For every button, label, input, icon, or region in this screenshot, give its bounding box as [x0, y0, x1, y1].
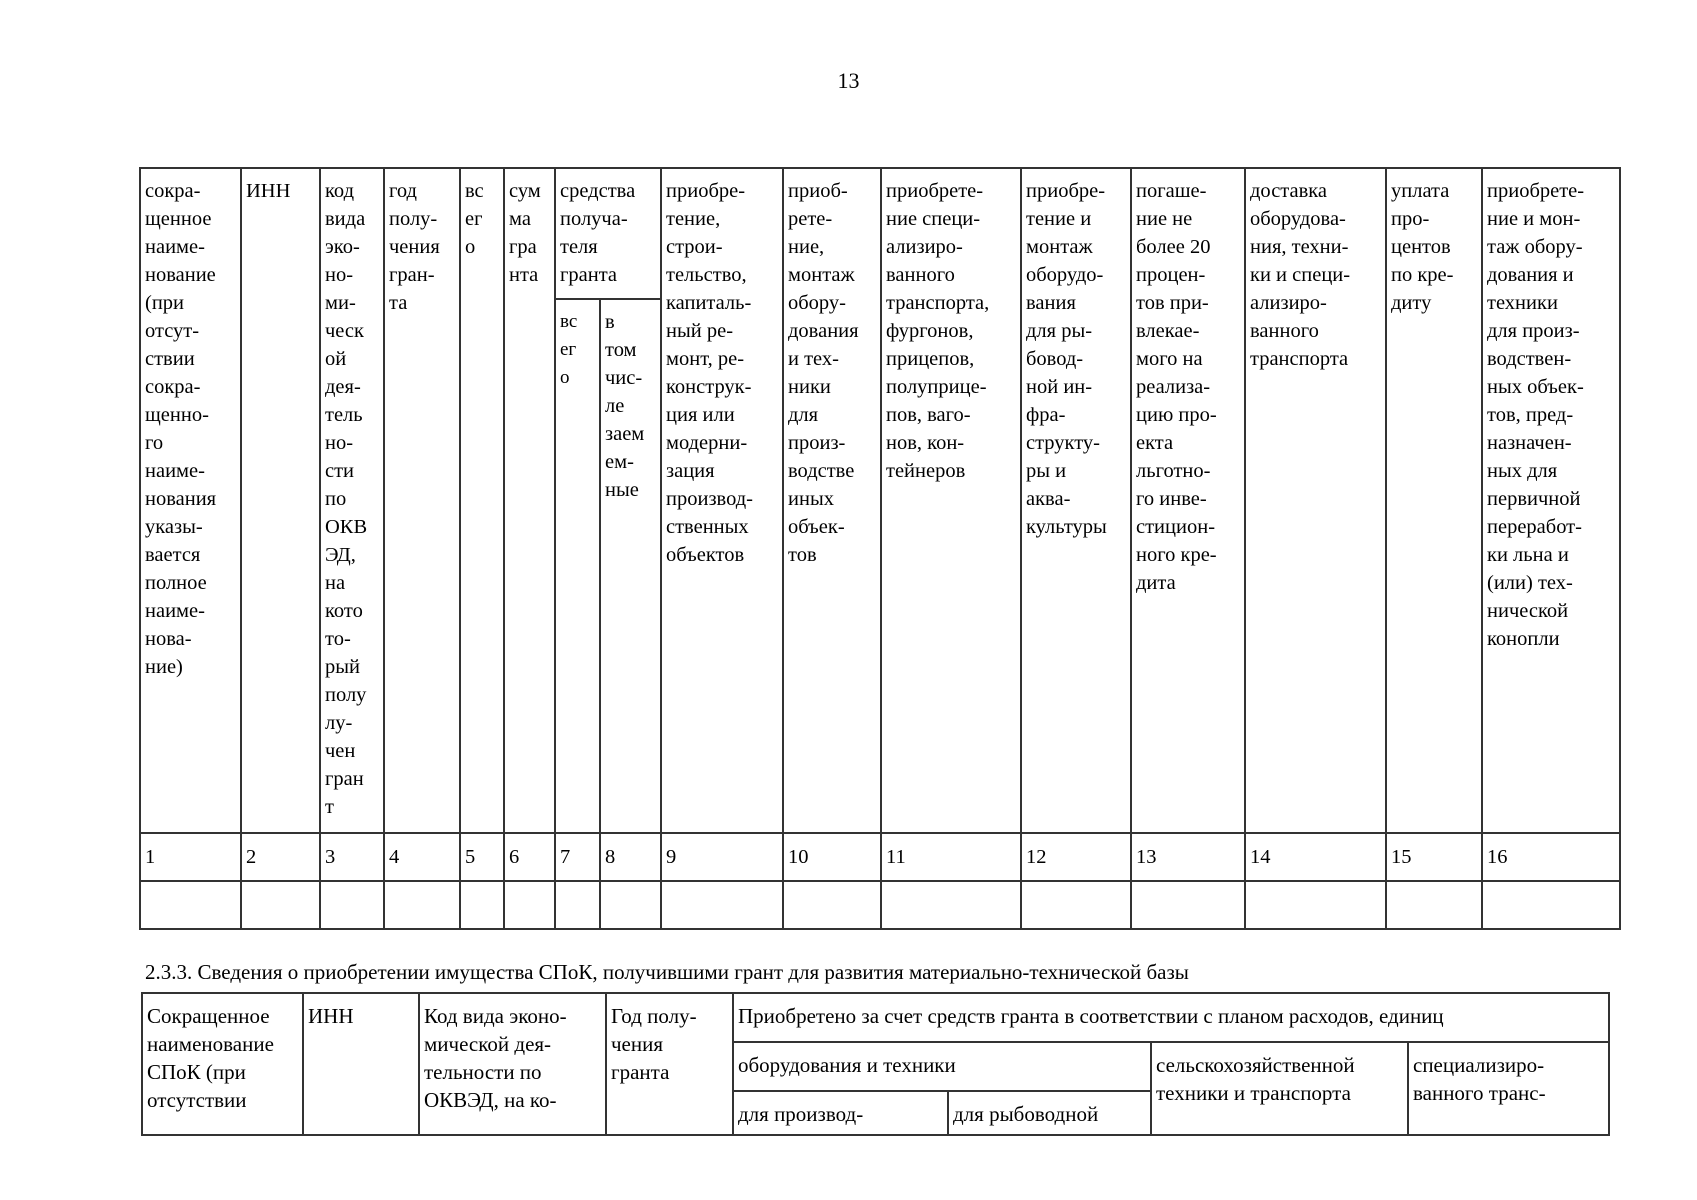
empty-data-cell — [783, 881, 881, 929]
empty-data-cell — [1245, 881, 1386, 929]
header-equipment-installation: приоб- рете- ние, монтаж обору- дования и тех- ники для произ- водстве иных объек- тов — [783, 168, 881, 833]
column-number: 5 — [460, 833, 504, 881]
empty-data-cell — [881, 881, 1021, 929]
empty-data-cell — [600, 881, 661, 929]
column-number: 2 — [241, 833, 320, 881]
property-acquisition-table — [141, 992, 1610, 1136]
header-equipment-and-machinery: оборудования и техники — [733, 1042, 1151, 1091]
empty-data-cell — [1482, 881, 1620, 929]
header-interest-payment: уплата про- центов по кре- диту — [1386, 168, 1482, 833]
empty-data-cell — [384, 881, 460, 929]
header-agricultural-machinery: сельскохозяйственной техники и транспорта — [1151, 1042, 1408, 1135]
header-flax-hemp-equipment: приобрете- ние и мон- таж обору- дования и техники для произ- водствен- ных объек- тов, пред- назначен- ных для первичной переработ- ки льна и (или) тех- нической конопли — [1482, 168, 1620, 833]
section-title: 2.3.3. Сведения о приобретении имущества СПоК, получившими грант для развития материально-технической базы — [145, 960, 1189, 984]
empty-data-cell — [140, 881, 241, 929]
empty-data-cell — [460, 881, 504, 929]
column-number: 1 — [140, 833, 241, 881]
header-grant-year: год полу- чения гран- та — [384, 168, 460, 833]
empty-data-cell — [1386, 881, 1482, 929]
column-number: 15 — [1386, 833, 1482, 881]
column-number: 12 — [1021, 833, 1131, 881]
header-delivery: доставка оборудова- ния, техни- ки и специ- ализиро- ванного транспорта — [1245, 168, 1386, 833]
column-number: 3 — [320, 833, 384, 881]
column-number: 8 — [600, 833, 661, 881]
header-inn: ИНН — [241, 168, 320, 833]
column-number: 13 — [1131, 833, 1245, 881]
header-acquired-with-grant: Приобретено за счет средств гранта в соответствии с планом расходов, единиц — [733, 993, 1609, 1042]
column-number: 9 — [661, 833, 783, 881]
header-capital-construction: приобре- тение, строи- тельство, капиталь- ный ре- монт, ре- конструк- ция или модерни- зация производ- ственных объектов — [661, 168, 783, 833]
header-special-transport: специализиро- ванного транс- — [1408, 1042, 1609, 1135]
header-loan-repayment: погаше- ние не более 20 процен- тов при- влекае- мого на реализа- цию про- екта льготно- го инве- стицион- ного кре- дита — [1131, 168, 1245, 833]
header-for-fish-farming: для рыбоводной — [948, 1091, 1151, 1135]
header-recipient-funds-borrowed: в том чис- ле заем ем- ные — [600, 299, 661, 833]
column-number: 10 — [783, 833, 881, 881]
column-number: 16 — [1482, 833, 1620, 881]
header-short-name: сокра- щенное наиме- нование (при отсут- ствии сокра- щенно- го наиме- нования указы- вается полное наиме- нова- ние) — [140, 168, 241, 833]
grant-expenses-table — [139, 167, 1621, 930]
header-for-production: для производ- — [733, 1091, 948, 1135]
column-number: 6 — [504, 833, 555, 881]
header-inn: ИНН — [303, 993, 419, 1135]
header-grant-year: Год полу- чения гранта — [606, 993, 733, 1135]
page-number: 13 — [837, 68, 860, 93]
empty-data-cell — [1131, 881, 1245, 929]
header-recipient-funds: средства получа- теля гранта — [555, 168, 661, 299]
empty-data-cell — [661, 881, 783, 929]
header-special-transport: приобрете- ние специ- ализиро- ванного транспорта, фургонов, прицепов, полуприце- пов, ваго- нов, кон- тейнеров — [881, 168, 1021, 833]
empty-data-cell — [555, 881, 600, 929]
header-aquaculture-equipment: приобре- тение и монтаж оборудо- вания для ры- бовод- ной ин- фра- структу- ры и аква- культуры — [1021, 168, 1131, 833]
empty-data-cell — [241, 881, 320, 929]
column-number: 4 — [384, 833, 460, 881]
header-spok-name: Сокращенное наименование СПоК (при отсутствии — [142, 993, 303, 1135]
empty-data-cell — [504, 881, 555, 929]
empty-data-cell — [1021, 881, 1131, 929]
header-okved-code: код вида эко- но- ми- ческ ой дея- тель но- сти по ОКВ ЭД, на кото то- рый полу лу- чен гран т — [320, 168, 384, 833]
column-number: 7 — [555, 833, 600, 881]
empty-data-cell — [320, 881, 384, 929]
header-total: вс ег о — [460, 168, 504, 833]
column-number: 11 — [881, 833, 1021, 881]
column-number: 14 — [1245, 833, 1386, 881]
header-grant-sum: сум ма гра нта — [504, 168, 555, 833]
header-okved-code: Код вида эконо- мической дея- тельности по ОКВЭД, на ко- — [419, 993, 606, 1135]
header-recipient-funds-total: вс ег о — [555, 299, 600, 833]
